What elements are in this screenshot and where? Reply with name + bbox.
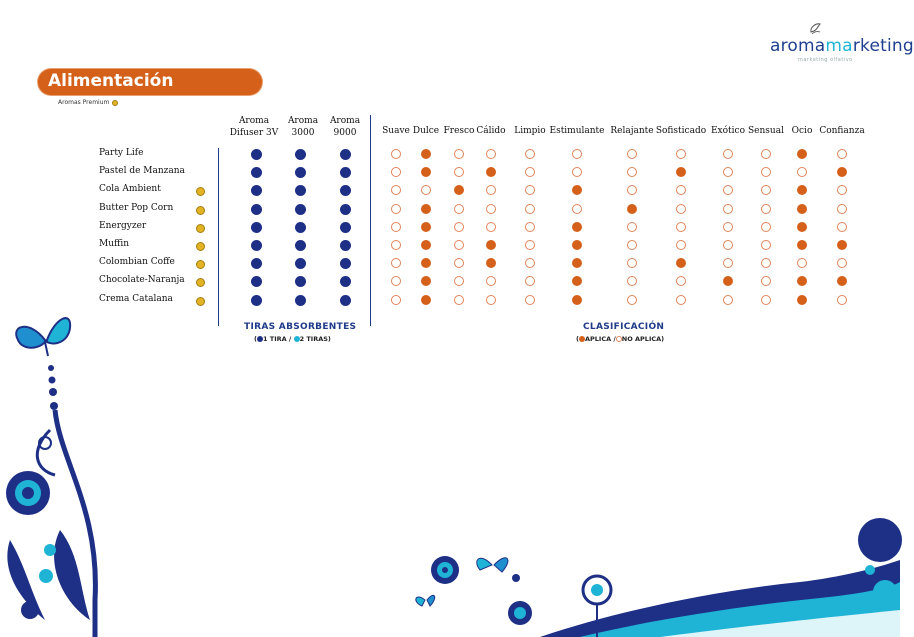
strip-dot xyxy=(340,185,351,196)
not-applies-dot xyxy=(837,185,847,195)
left-divider xyxy=(218,148,219,326)
device-header-line1: Aroma xyxy=(238,116,270,126)
not-applies-dot xyxy=(486,222,496,232)
class-legend xyxy=(576,335,664,343)
applies-dot xyxy=(421,167,431,177)
not-applies-dot xyxy=(391,167,401,177)
middle-divider xyxy=(370,115,371,326)
butterfly-icon xyxy=(16,318,70,356)
class-legend-applies: APLICA / xyxy=(584,335,616,343)
not-applies-dot xyxy=(391,222,401,232)
not-applies-dot xyxy=(761,276,771,286)
premium-coin-icon xyxy=(196,187,205,196)
class-header: Suave xyxy=(382,126,410,136)
strip-dot xyxy=(251,295,262,306)
floral-decoration-left xyxy=(0,300,120,637)
not-applies-dot xyxy=(797,167,807,177)
not-applies-dot xyxy=(391,276,401,286)
premium-note xyxy=(58,99,118,106)
not-applies-dot xyxy=(627,276,637,286)
not-applies-dot xyxy=(454,240,464,250)
not-applies-dot xyxy=(837,295,847,305)
aroma-name: Chocolate-Naranja xyxy=(99,275,185,285)
strip-dot xyxy=(295,240,306,251)
strip-dot xyxy=(251,222,262,233)
premium-coin-icon xyxy=(196,278,205,287)
not-applies-dot xyxy=(723,204,733,214)
applies-dot xyxy=(421,222,431,232)
not-applies-dot xyxy=(797,258,807,268)
brand-logo xyxy=(770,22,914,67)
applies-dot xyxy=(797,240,807,250)
strip-dot xyxy=(295,295,306,306)
not-applies-dot xyxy=(761,258,771,268)
applies-dot xyxy=(797,185,807,195)
strip-dot xyxy=(340,204,351,215)
not-applies-dot xyxy=(525,295,535,305)
applies-dot xyxy=(486,240,496,250)
not-applies-dot xyxy=(627,185,637,195)
strip-dot xyxy=(340,167,351,178)
device-header-line1: Aroma xyxy=(329,116,361,126)
aroma-name: Cola Ambient xyxy=(99,184,161,194)
device-header-line1: Aroma xyxy=(287,116,319,126)
not-applies-dot xyxy=(723,167,733,177)
not-applies-dot xyxy=(421,185,431,195)
not-applies-dot xyxy=(572,149,582,159)
applies-dot xyxy=(676,258,686,268)
flower-icon xyxy=(508,601,532,625)
floral-decoration-center xyxy=(410,550,550,630)
not-applies-dot xyxy=(391,185,401,195)
applies-dot xyxy=(421,204,431,214)
applies-dot xyxy=(797,276,807,286)
not-applies-dot xyxy=(627,258,637,268)
aroma-name: Muffin xyxy=(99,239,130,249)
class-legend-not-applies: NO APLICA) xyxy=(621,335,665,343)
not-applies-dot xyxy=(454,204,464,214)
not-applies-dot xyxy=(676,222,686,232)
premium-coin-icon xyxy=(196,260,205,269)
not-applies-dot xyxy=(391,204,401,214)
not-applies-dot xyxy=(676,149,686,159)
applies-dot xyxy=(797,222,807,232)
class-header: Exótico xyxy=(710,126,746,136)
strip-dot xyxy=(295,222,306,233)
not-applies-dot xyxy=(486,149,496,159)
class-header: Dulce xyxy=(412,126,440,136)
devices-legend-title: TIRAS ABSORBENTES xyxy=(244,322,357,332)
not-applies-dot xyxy=(391,240,401,250)
applies-dot xyxy=(797,204,807,214)
applies-dot xyxy=(572,185,582,195)
strip-dot xyxy=(295,149,306,160)
class-header: Fresco xyxy=(443,126,475,136)
not-applies-dot xyxy=(525,258,535,268)
strip-dot xyxy=(340,258,351,269)
applies-dot xyxy=(572,240,582,250)
not-applies-dot xyxy=(525,185,535,195)
applies-dot xyxy=(421,276,431,286)
not-applies-dot xyxy=(723,222,733,232)
not-applies-dot xyxy=(525,240,535,250)
applies-dot xyxy=(837,240,847,250)
not-applies-dot xyxy=(627,222,637,232)
not-applies-dot xyxy=(761,240,771,250)
not-applies-dot xyxy=(761,204,771,214)
strip-dot xyxy=(251,204,262,215)
applies-dot xyxy=(797,295,807,305)
page-title-banner xyxy=(38,69,262,95)
applies-dot xyxy=(486,258,496,268)
device-header-line2: 3000 xyxy=(291,128,315,138)
not-applies-dot xyxy=(627,167,637,177)
devices-legend xyxy=(254,335,331,343)
not-applies-dot xyxy=(525,276,535,286)
page-title: Alimentación xyxy=(48,71,174,91)
strip-dot xyxy=(340,240,351,251)
not-applies-dot xyxy=(837,258,847,268)
strip-dot xyxy=(251,258,262,269)
premium-note-label: Aromas Premium xyxy=(58,99,110,106)
device-header-line2: 9000 xyxy=(333,128,357,138)
applies-dot xyxy=(837,276,847,286)
not-applies-dot xyxy=(761,167,771,177)
strip-dot xyxy=(295,204,306,215)
not-applies-dot xyxy=(676,204,686,214)
brand-name: aromamarketing xyxy=(770,36,914,56)
not-applies-dot xyxy=(627,295,637,305)
not-applies-dot xyxy=(391,149,401,159)
not-applies-dot xyxy=(723,295,733,305)
class-header: Estimulante xyxy=(549,126,605,136)
leaf-icon xyxy=(808,22,822,35)
not-applies-dot xyxy=(837,204,847,214)
applies-dot xyxy=(723,276,733,286)
not-applies-dot xyxy=(761,185,771,195)
not-applies-dot xyxy=(525,204,535,214)
device-header-line2: Difuser 3V xyxy=(229,128,279,138)
not-applies-dot xyxy=(723,185,733,195)
not-applies-dot xyxy=(761,149,771,159)
not-applies-dot xyxy=(761,295,771,305)
not-applies-dot xyxy=(627,149,637,159)
not-applies-dot xyxy=(723,258,733,268)
not-applies-dot xyxy=(723,149,733,159)
not-applies-dot xyxy=(391,258,401,268)
premium-coin-icon xyxy=(196,242,205,251)
not-applies-dot xyxy=(454,222,464,232)
premium-coin-icon xyxy=(196,206,205,215)
devices-legend-one: 1 TIRA / xyxy=(262,335,292,343)
strip-dot xyxy=(295,185,306,196)
class-header: Sensual xyxy=(748,126,784,136)
strip-dot xyxy=(340,295,351,306)
not-applies-dot xyxy=(486,185,496,195)
not-applies-dot xyxy=(525,167,535,177)
not-applies-dot xyxy=(525,222,535,232)
strip-dot xyxy=(251,185,262,196)
not-applies-dot xyxy=(486,204,496,214)
brand-tagline: marketing olfativo xyxy=(798,57,853,63)
not-applies-dot xyxy=(454,258,464,268)
not-applies-dot xyxy=(837,222,847,232)
class-header: Cálido xyxy=(476,126,506,136)
devices-legend-two: 2 TIRAS) xyxy=(299,335,331,343)
applies-dot xyxy=(454,185,464,195)
applies-dot xyxy=(572,295,582,305)
butterfly-icon xyxy=(416,595,435,606)
aroma-name: Crema Catalana xyxy=(99,294,173,304)
applies-dot xyxy=(837,167,847,177)
flower-icon xyxy=(583,576,611,604)
applies-dot xyxy=(421,295,431,305)
premium-coin-icon xyxy=(196,297,205,306)
not-applies-dot xyxy=(676,240,686,250)
not-applies-dot xyxy=(486,295,496,305)
aroma-name: Colombian Coffe xyxy=(99,257,175,267)
strip-dot xyxy=(251,276,262,287)
not-applies-dot xyxy=(676,185,686,195)
strip-dot xyxy=(251,240,262,251)
not-applies-dot xyxy=(723,240,733,250)
not-applies-dot xyxy=(676,295,686,305)
class-header: Ocio xyxy=(791,126,813,136)
not-applies-dot xyxy=(572,167,582,177)
not-applies-dot xyxy=(454,295,464,305)
not-applies-dot xyxy=(837,149,847,159)
not-applies-dot xyxy=(761,222,771,232)
applies-dot xyxy=(486,167,496,177)
devices-legend-open: ( xyxy=(254,335,257,343)
aroma-name: Energyzer xyxy=(99,221,147,231)
strip-dot xyxy=(340,149,351,160)
applies-dot xyxy=(421,240,431,250)
applies-dot xyxy=(572,258,582,268)
strip-dot xyxy=(295,276,306,287)
strip-dot xyxy=(340,276,351,287)
applies-dot xyxy=(421,149,431,159)
class-header: Limpio xyxy=(514,126,546,136)
not-applies-dot xyxy=(391,295,401,305)
not-applies-dot xyxy=(454,149,464,159)
flower-icon xyxy=(6,471,50,515)
applies-dot xyxy=(572,222,582,232)
wave-decoration-right xyxy=(540,510,900,637)
class-header: Relajante xyxy=(610,126,654,136)
strip-dot xyxy=(251,167,262,178)
applies-dot xyxy=(421,258,431,268)
class-header: Confianza xyxy=(819,126,865,136)
premium-coin-icon xyxy=(112,100,118,106)
not-applies-dot xyxy=(525,149,535,159)
class-legend-open: ( xyxy=(576,335,579,343)
class-legend-title: CLASIFICACIÓN xyxy=(583,322,665,332)
butterfly-icon xyxy=(477,558,508,572)
aroma-name: Party Life xyxy=(99,148,144,158)
premium-coin-icon xyxy=(196,224,205,233)
strip-dot xyxy=(295,258,306,269)
aroma-name: Butter Pop Corn xyxy=(99,203,174,213)
not-applies-dot xyxy=(454,167,464,177)
aroma-name: Pastel de Manzana xyxy=(99,166,185,176)
strip-dot xyxy=(251,149,262,160)
applies-dot xyxy=(797,149,807,159)
not-applies-dot xyxy=(454,276,464,286)
not-applies-dot xyxy=(627,240,637,250)
applies-dot xyxy=(627,204,637,214)
strip-dot xyxy=(340,222,351,233)
not-applies-dot xyxy=(676,276,686,286)
not-applies-dot xyxy=(572,204,582,214)
flower-icon xyxy=(431,556,459,584)
applies-dot xyxy=(676,167,686,177)
class-header: Sofisticado xyxy=(655,126,707,136)
strip-dot xyxy=(295,167,306,178)
not-applies-dot xyxy=(486,276,496,286)
applies-dot xyxy=(572,276,582,286)
